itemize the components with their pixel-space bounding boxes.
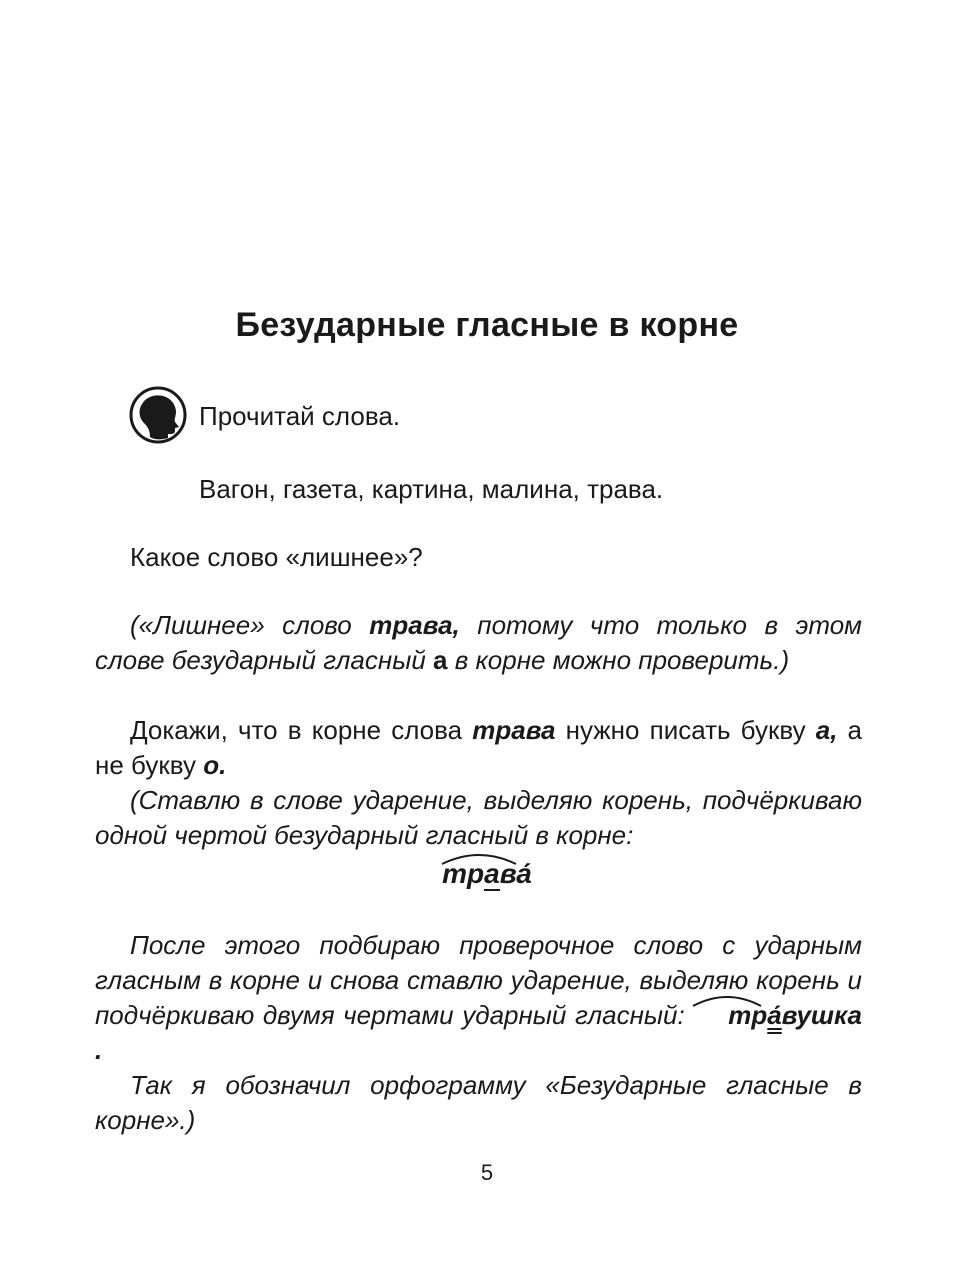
task-text: а не букву — [95, 715, 862, 780]
task-text: Докажи, что в корне слова — [130, 715, 473, 745]
instruction: Прочитай слова. — [199, 401, 401, 431]
page-title: Безударные гласные в корне — [235, 306, 739, 344]
word-list: Вагон, газета, картина, малина, трава. — [199, 474, 664, 504]
task-bold-word: трава — [472, 715, 556, 745]
task-bold-letter: о. — [203, 750, 227, 780]
page-number: 5 — [480, 1160, 494, 1185]
answer-text: («Лишнее» слово — [130, 610, 370, 640]
example-word-part: тр — [442, 858, 485, 889]
root-marked-word — [442, 858, 532, 890]
check-word-part: вушка — [781, 1000, 862, 1030]
answer-bold-letter: а — [433, 645, 448, 675]
example-word — [0, 858, 974, 890]
answer-paragraph-4: Так я обозначил орфограмму «Безударные гласные в корне».) — [95, 1070, 862, 1135]
question: Какое слово «лишнее»? — [130, 542, 423, 572]
answer-text: в корне можно проверить.) — [447, 645, 790, 675]
example-word-part: ва — [499, 858, 532, 889]
answer-paragraph-3 — [95, 928, 862, 1068]
answer-text: После этого подбираю проверочное слово с ударным гласным в корне и снова ставлю ударение, выделяю корень и подчёркиваю двумя чертами ударный гласный: — [95, 930, 862, 1030]
check-word-part: тр — [728, 1000, 768, 1030]
check-word-end: . — [95, 1035, 103, 1065]
root-arc-icon — [440, 850, 518, 866]
check-word — [693, 998, 862, 1033]
unstressed-vowel: а — [484, 858, 500, 889]
stressed-vowel: а́ — [767, 1000, 782, 1030]
answer-paragraph-1 — [95, 608, 862, 678]
root-arc-icon — [691, 992, 763, 1008]
answer-paragraph-2: (Ставлю в слове ударение, выделяю корень, подчёркиваю одной чертой безударный гласный в корне: — [95, 785, 862, 850]
task-paragraph-2 — [95, 713, 862, 783]
answer-bold-word: трава, — [369, 610, 460, 640]
task-bold-letter: а, — [815, 715, 838, 745]
answer-text: потому что только в этом слове безударный гласный — [95, 610, 862, 675]
reading-head-icon — [128, 385, 188, 445]
task-text: нужно писать букву — [555, 715, 816, 745]
